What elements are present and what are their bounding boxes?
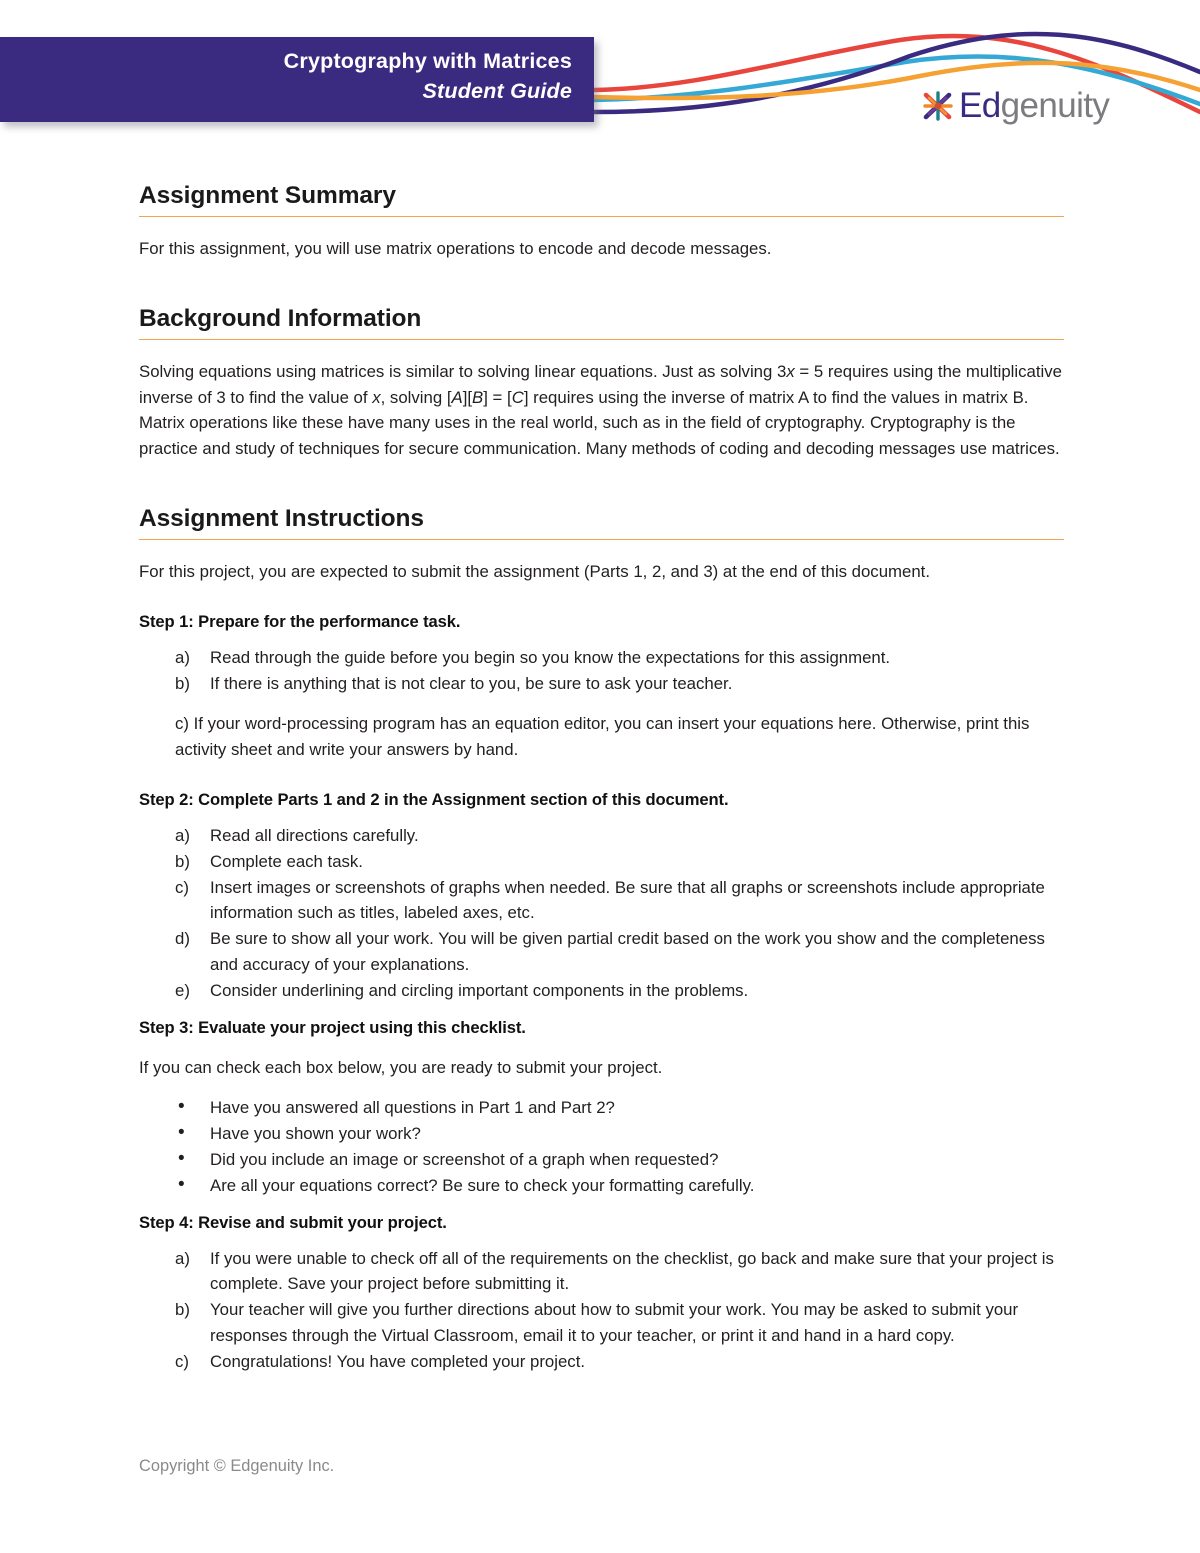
list-marker: c) — [175, 877, 189, 897]
heading-background-information: Background Information — [139, 305, 1064, 340]
list-item-text: Are all your equations correct? Be sure to check your formatting carefully. — [210, 1175, 755, 1195]
list-item-text: Read all directions carefully. — [210, 825, 419, 845]
list-item-text: Did you include an image or screenshot of a graph when requested? — [210, 1149, 719, 1169]
heading-assignment-summary: Assignment Summary — [139, 182, 1064, 217]
title-banner — [0, 37, 594, 122]
banner-subtitle: Student Guide — [422, 79, 572, 103]
list-item — [139, 875, 1064, 927]
bg-text-4: ][ — [462, 387, 473, 407]
bg-text-5: ] = [ — [483, 387, 512, 407]
list-item-text: Insert images or screenshots of graphs when needed. Be sure that all graphs or screenshots include appropriate information such as titles, labeled axes, etc. — [210, 877, 1045, 923]
list-item — [139, 1147, 1064, 1173]
list-marker: b) — [175, 851, 190, 871]
step-2-heading: Step 2: Complete Parts 1 and 2 in the Assignment section of this document. — [139, 789, 729, 809]
list-item-text: Have you answered all questions in Part 1 and Part 2? — [210, 1098, 615, 1118]
list-item — [139, 823, 1064, 849]
list-marker: a) — [175, 647, 190, 667]
bg-var-5: C — [511, 387, 524, 407]
bg-text-6: ] requires using the inverse of matrix A to find the values in matrix B. Matrix operations like these have many uses in the real world, such as in the field of cryptography. Cryptography is the practice and study of techniques for secure communication. Many methods of coding and decoding messages use matrices. — [139, 387, 1060, 459]
bg-var-3: A — [451, 387, 463, 407]
footer-copyright: Copyright © Edgenuity Inc. — [139, 1457, 335, 1475]
list-marker: a) — [175, 825, 190, 845]
list-item-text: Congratulations! You have completed your project. — [210, 1351, 586, 1371]
assignment-summary-paragraph: For this assignment, you will use matrix operations to encode and decode messages. — [139, 239, 772, 258]
bg-text-1: Solving equations using matrices is similar to solving linear equations. Just as solving 3 — [139, 361, 787, 381]
page-header — [0, 0, 1200, 160]
edgenuity-logo — [918, 83, 1109, 129]
list-item — [139, 1121, 1064, 1147]
list-item — [139, 926, 1064, 978]
list-marker: b) — [175, 1300, 190, 1320]
list-marker: a) — [175, 1248, 190, 1268]
banner-title: Cryptography with Matrices — [283, 49, 572, 73]
logo-word-genuity: genuity — [1000, 86, 1110, 125]
bg-var-4: B — [472, 387, 484, 407]
edgenuity-wordmark — [959, 86, 1109, 126]
list-item-text: If there is anything that is not clear to you, be sure to ask your teacher. — [210, 673, 733, 693]
list-marker: b) — [175, 673, 190, 693]
bg-text-2: = 5 requires using the multiplicative inverse of 3 to find the value of — [139, 361, 1062, 407]
step-3-heading: Step 3: Evaluate your project using this checklist. — [139, 1017, 526, 1037]
bullet-icon: • — [178, 1173, 185, 1195]
step-1-list — [139, 645, 1064, 697]
instructions-intro-paragraph: For this project, you are expected to submit the assignment (Parts 1, 2, and 3) at the end of this document. — [139, 561, 931, 581]
list-item-text: Have you shown your work? — [210, 1124, 421, 1144]
bg-var-2: x — [372, 387, 381, 407]
list-item — [139, 849, 1064, 875]
list-item — [139, 1349, 1064, 1375]
step-4-heading: Step 4: Revise and submit your project. — [139, 1212, 447, 1232]
list-item-text: Read through the guide before you begin so you know the expectations for this assignment. — [210, 647, 891, 667]
edgenuity-x-mark-icon — [918, 86, 958, 126]
list-item — [139, 1246, 1064, 1298]
list-item-text: Be sure to show all your work. You will be given partial credit based on the work you show and the completeness and accuracy of your explanations. — [210, 929, 1045, 974]
list-marker: c) — [175, 1351, 189, 1371]
bullet-icon: • — [178, 1122, 185, 1144]
step-2-list — [139, 823, 1064, 1004]
step-1-item-c: c) If your word-processing program has an equation editor, you can insert your equations here. Otherwise, print this activity sheet and write your answers by hand. — [175, 714, 1030, 760]
heading-assignment-instructions: Assignment Instructions — [139, 505, 1064, 540]
list-item — [139, 671, 1064, 697]
background-information-paragraph — [139, 359, 1064, 462]
list-marker: d) — [175, 929, 190, 949]
list-item-text: Your teacher will give you further directions about how to submit your work. You may be asked to submit your responses through the Virtual Classroom, email it to your teacher, or print it and hand in a hard copy. — [210, 1300, 1019, 1345]
list-item-text: Consider underlining and circling important components in the problems. — [210, 980, 749, 1000]
list-item — [139, 1173, 1064, 1199]
list-item — [139, 1095, 1064, 1121]
document-body — [0, 160, 1200, 1375]
step-4-list — [139, 1246, 1064, 1375]
bullet-icon: • — [178, 1096, 185, 1118]
list-item — [139, 978, 1064, 1004]
logo-word-ed: Ed — [959, 86, 1001, 125]
list-item-text: If you were unable to check off all of the requirements on the checklist, go back and make sure that your project is complete. Save your project before submitting it. — [210, 1248, 1054, 1294]
step-3-intro: If you can check each box below, you are ready to submit your project. — [139, 1057, 663, 1077]
bg-var-1: x — [786, 361, 795, 381]
bullet-icon: • — [178, 1147, 185, 1169]
list-item — [139, 1297, 1064, 1349]
list-item — [139, 645, 1064, 671]
bg-text-3: , solving [ — [380, 387, 452, 407]
list-item-text: Complete each task. — [210, 851, 363, 871]
list-marker: e) — [175, 980, 190, 1000]
step-3-checklist — [139, 1095, 1064, 1198]
step-1-heading: Step 1: Prepare for the performance task. — [139, 611, 461, 631]
